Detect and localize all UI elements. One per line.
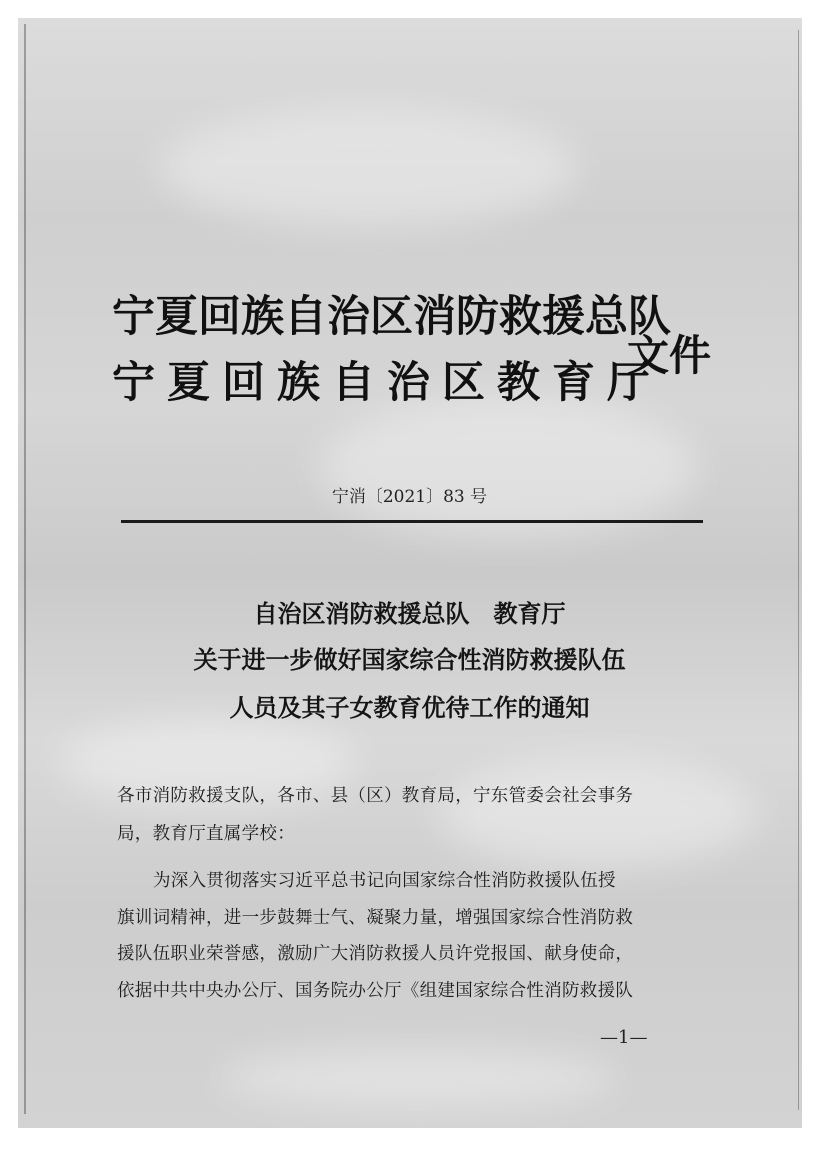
addressee-line-1: 各市消防救援支队，各市、县（区）教育局，宁东管委会社会事务 xyxy=(117,786,634,806)
page-number: —1— xyxy=(600,1027,648,1048)
title-line-1: 自治区消防救援总队 教育厅 xyxy=(253,599,566,628)
issuer-org-1: 宁夏回族自治区消防救援总队 xyxy=(112,292,671,342)
document-number: 宁消〔2021〕83 号 xyxy=(331,487,488,507)
title-line-3: 人员及其子女教育优待工作的通知 xyxy=(229,693,590,722)
issuer-org-2: 宁夏回族自治区教育厅 xyxy=(112,358,662,408)
issuer-header xyxy=(112,283,712,433)
paragraph-line-3: 援队伍职业荣誉感，激励广大消防救援人员许党报国、献身使命， xyxy=(117,944,634,964)
header-divider xyxy=(121,520,703,523)
title-line-2: 关于进一步做好国家综合性消防救援队伍 xyxy=(193,645,626,674)
paragraph-line-1: 为深入贯彻落实习近平总书记向国家综合性消防救援队伍授 xyxy=(153,871,616,891)
paragraph-line-4: 依据中共中央办公厅、国务院办公厅《组建国家综合性消防救援队 xyxy=(117,981,634,1001)
document-suffix: 文件 xyxy=(627,331,712,380)
paragraph-line-2: 旗训词精神，进一步鼓舞士气、凝聚力量，增强国家综合性消防救 xyxy=(117,908,634,928)
addressee-line-2: 局，教育厅直属学校： xyxy=(117,824,295,844)
